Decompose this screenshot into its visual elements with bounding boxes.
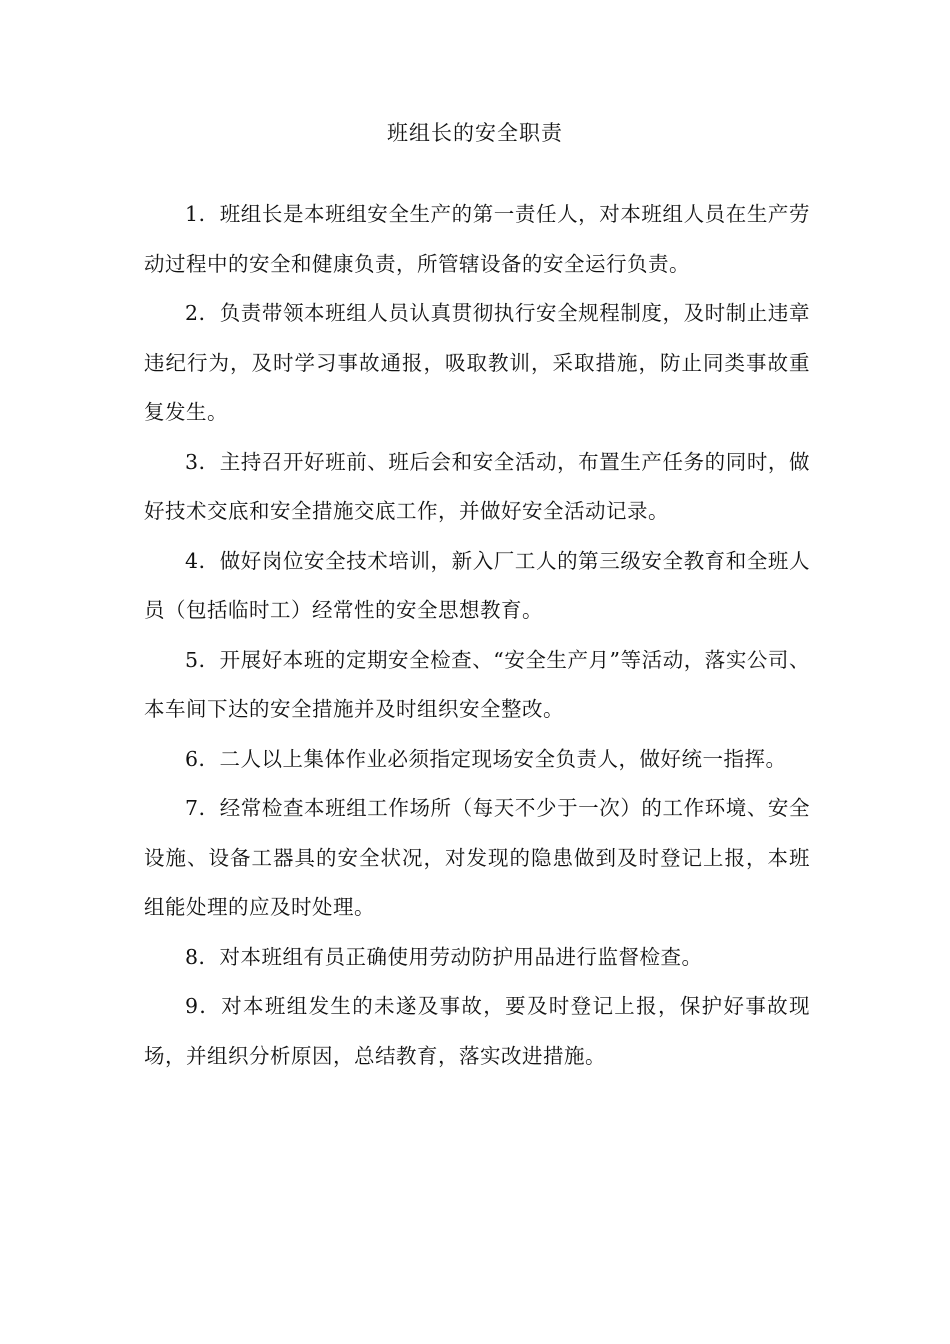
- duty-paragraph-4: 4．做好岗位安全技术培训，新入厂工人的第三级安全教育和全班人员（包括临时工）经常性的安全思想教育。: [144, 548, 810, 622]
- duty-paragraph-5: 5．开展好本班的定期安全检查、“安全生产月”等活动，落实公司、本车间下达的安全措施并及时组织安全整改。: [144, 647, 810, 721]
- duty-paragraph-3: 3．主持召开好班前、班后会和安全活动，布置生产任务的同时，做好技术交底和安全措施交底工作，并做好安全活动记录。: [144, 449, 810, 523]
- duty-paragraph-2: 2．负责带领本班组人员认真贯彻执行安全规程制度，及时制止违章违纪行为，及时学习事故通报，吸取教训，采取措施，防止同类事故重复发生。: [144, 301, 810, 424]
- duty-paragraph-1: 1．班组长是本班组安全生产的第一责任人，对本班组人员在生产劳动过程中的安全和健康负责，所管辖设备的安全运行负责。: [144, 202, 810, 276]
- duty-paragraph-8: 8．对本班组有员正确使用劳动防护用品进行监督检查。: [185, 944, 703, 969]
- duty-paragraph-7: 7．经常检查本班组工作场所（每天不少于一次）的工作环境、安全设施、设备工器具的安全状况，对发现的隐患做到及时登记上报，本班组能处理的应及时处理。: [144, 796, 810, 919]
- document-body: [144, 190, 810, 1081]
- document-title: 班组长的安全职责: [387, 121, 563, 145]
- duty-paragraph-9: 9．对本班组发生的未遂及事故，要及时登记上报，保护好事故现场，并组织分析原因，总结教育，落实改进措施。: [144, 994, 810, 1068]
- duty-paragraph-6: 6．二人以上集体作业必须指定现场安全负责人，做好统一指挥。: [185, 746, 787, 771]
